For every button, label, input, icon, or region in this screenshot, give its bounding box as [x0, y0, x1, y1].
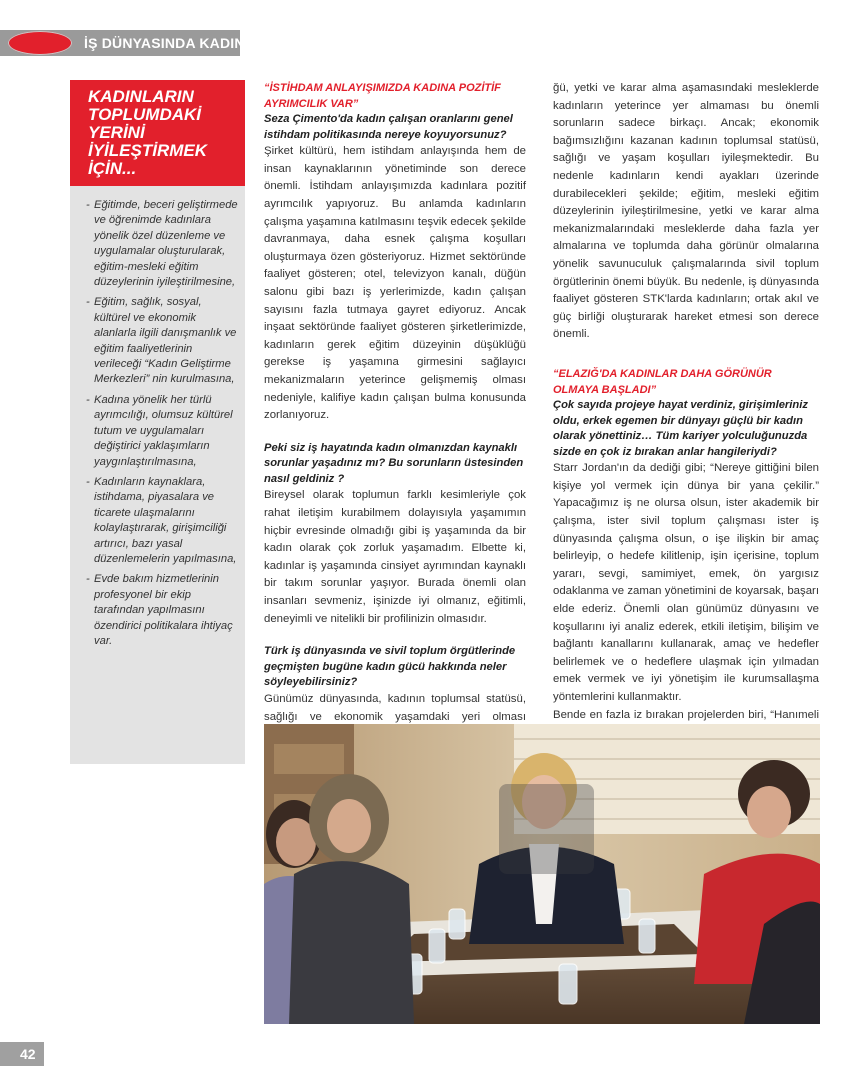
article-column-1: [264, 80, 526, 779]
sidebar-list: [70, 186, 245, 649]
section-header: [0, 30, 245, 56]
sidebar-title: KADINLARIN TOPLUMDAKİ YERİNİ İYİLEŞTİRMEK İÇİN...: [88, 87, 208, 178]
answer-paragraph: Bende en fazla iz bırakan projelerden biri, “Hanımeli: [553, 708, 819, 721]
interview-question: Çok sayıda projeye hayat verdiniz, girişimleriniz oldu, erkek egemen bir dünyayı güçlü bir kadın olarak yönettiniz… Tüm kariyer yolculuğunuzda sizde en çok iz bırakan anlar hangileriydi?: [553, 398, 808, 458]
meeting-photo: [264, 724, 820, 1024]
answer-paragraph: Günümüz dünyasında, kadının toplumsal statüsü, sağlığı ve ekonomik yaşamdaki yeri olması: [264, 693, 526, 723]
answer-paragraph: Bireysel olarak toplumun farklı kesimleriyle çok rahat iletişim kurabilmem dolayısıyla yaşamımın hiçbir evresinde olmadığı gibi iş yaşamında da bir kadın olarak çok zorluk yaşamadım. Elbette ki, kadınlar iş yaşamında cinsiyet ayrımından kaynaklı bir takım sorunlar yaşıyor. Burada önemli olan insanları sevmeniz, işinizde iyi olmanız, eğitimli, deneyimli ve nitelikli bir profilinizin olmasıdır.: [264, 489, 526, 625]
header-red-pill: [8, 31, 72, 55]
page-number-box: [0, 1042, 44, 1066]
answer-paragraph: Starr Jordan'ın da dediği gibi; “Nereye gittiğini bilen kişiye yol vermek için dünya bir yana çekilir.” Yapacağımız iş ne olursa olsun, ister akademik bir çalışma, ister sivil toplum çalışması ister iş dünyasında çalışma olsun, o işe ilişkin bir amaç belirleyip, o hedefe kilitlenip, işin içerisine, toplum yararı, sevgi, samimiyet, emek, ön yargısız odaklanma ve zaman yönetimini de koyarsak, başarı elde ederiz. Önemli olan günümüz dünyasını ve koşullarını iyi analiz ederek, etkili iletişim, bilişim ve bağlantı kanallarını kullanarak, amaç ve hedefler belirlemek ve o hedeflere ulaşmak için yılmadan emek vermek ve iyi yönetişim ile kurumsallaşma yöntemlerini kullanmaktır.: [553, 462, 819, 703]
interview-question: Türk iş dünyasında ve sivil toplum örgütlerinde geçmişten bugüne kadın gücü hakkında neler söyleyebilirsiniz?: [264, 645, 516, 689]
list-item: - Evde bakım hizmetlerinin profesyonel bir ekip tarafından yapılmasını özendirici politikalara ihtiyaç var.: [86, 572, 239, 649]
list-item: - Eğitimde, beceri geliştirmede ve öğrenimde kadınlara yönelik özel düzenleme ve uygulamalar oluşturularak, eğitim-mesleki eğitim düzeylerinin iyileştirilmesine,: [86, 198, 239, 290]
article-column-2: [553, 80, 819, 759]
answer-paragraph: ğü, yetki ve karar alma aşamasındaki mesleklerde kadınların yeterince yer almaması bu önemli sorunların sadece birkaçı. Ancak; ekonomik bağımsızlığını kazanan kadının toplumsal statüsü, sağlığı ve yaşam koşulları iyileşmektedir. Bu nedenle kadınların kendi ayakları üzerinde durabilecekleri şekilde; eğitim, mesleki eğitim düzeylerinin iyileştirilmesine, yetki ve karar alma mekanizmalarındaki mesleklerde daha fazla yer almalarına ve toplumda daha görünür olmalarına yönelik savunuculuk çalışmalarında sivil toplum örgütlerinin önemi büyük. Bu nedenle, iş dünyasında faaliyet gösteren STK'larda kadınların; ortak akıl ve güç birliği oluşturarak hareket etmesi son derece önemli.: [553, 82, 819, 341]
answer-paragraph: Şirket kültürü, hem istihdam anlayışında hem de insan kaynaklarının yönetiminde son derece önemli. İstihdam anlayışımızda kadınlara pozitif ayrımcılık yapıyoruz. Bu anlamda kadınların çalışma yaşamına katılmasını teşvik edecek şekilde davranmaya, daha esnek çalışma koşulları oluşturmaya özen gösteriyoruz. Hizmet sektöründe faaliyet gösteren; otel, televizyon kanalı, düğün salonu gibi bazı iş yerlerimizde, kadın çalışan sayısını fazla tutmaya gayret ediyoruz. Ancak inşaat sektöründe faaliyet gösteren şirketlerimizde, kadınların gerek eğitim düzeyinin düşüklüğü gerekse iş yaşamına girmesini sağlayıcı mekanizmaların yeterince gelişmemiş olması nedeniyle, kalifiye kadın çalışan bulma konusunda zorlanıyoruz.: [264, 145, 526, 422]
list-item: - Kadınların kaynaklara, istihdama, piyasalara ve ticarete ulaşmalarını kolaylaştırarak, girişimciliği artırıcı, bazı yasal düzenlemelerin yapılmasına,: [86, 475, 239, 567]
sidebar-box: [70, 186, 245, 764]
interview-question: Seza Çimento'da kadın çalışan oranlarını genel istihdam politikasında nereye koyuyorsunuz?: [264, 113, 513, 141]
interview-question: Peki siz iş hayatında kadın olmanızdan kaynaklı sorunlar yaşadınız mı? Bu sorunların üstesinden nasıl geldiniz ?: [264, 441, 524, 485]
list-item: - Eğitim, sağlık, sosyal, kültürel ve ekonomik alanlarla ilgili danışmanlık ve eğitim faaliyetlerinin verileceği “Kadın Geliştirme Merkezleri” nin kurulmasına,: [86, 295, 239, 387]
list-item: - Kadına yönelik her türlü ayrımcılığı, olumsuz kültürel tutum ve uygulamaları değiştirici yaklaşımların yaygınlaştırılmasına,: [86, 393, 239, 470]
section-title: İŞ DÜNYASINDA KADIN: [84, 35, 245, 51]
section-heading: “İSTİHDAM ANLAYIŞIMIZDA KADINA POZİTİF AYRIMCILIK VAR”: [264, 82, 501, 110]
section-heading: “ELAZIĞ'DA KADINLAR DAHA GÖRÜNÜR OLMAYA BAŞLADI”: [553, 367, 772, 396]
sidebar-header: [70, 80, 245, 186]
page-number: 42: [20, 1046, 36, 1062]
